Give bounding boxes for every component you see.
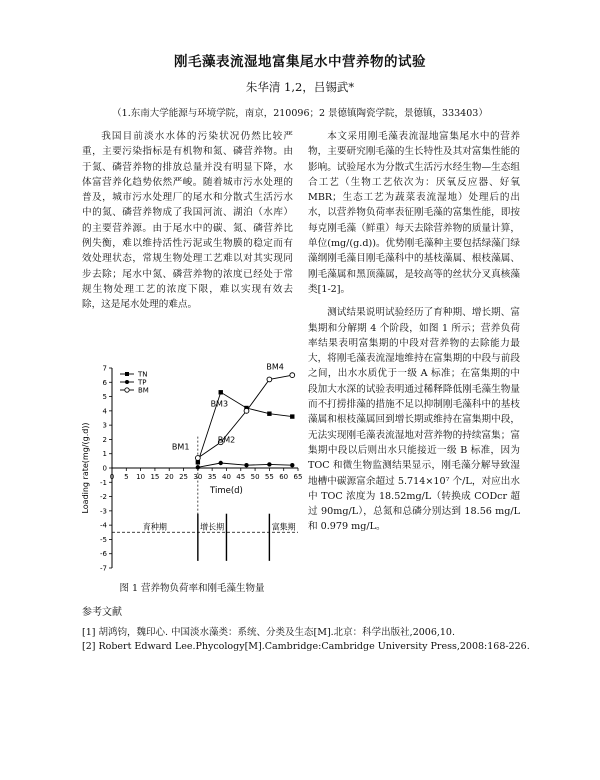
data-point-TP <box>290 463 294 467</box>
x-tick-label: 20 <box>164 473 174 481</box>
y-tick-label: -7 <box>100 564 107 573</box>
y-tick-label: -1 <box>100 478 107 487</box>
data-point-BM <box>290 373 295 378</box>
x-tick-label: 60 <box>279 473 289 481</box>
phase-label: 富集期 <box>271 522 296 532</box>
authors: 朱华清 1,2，吕锡武* <box>245 80 355 94</box>
annotation-label: BM4 <box>266 362 284 372</box>
x-tick-label: 10 <box>136 473 146 481</box>
y-tick-label: 1 <box>102 450 107 459</box>
y-tick-label: 4 <box>102 407 107 416</box>
y-tick-label: -6 <box>100 550 107 559</box>
body-paragraph: 本文采用刚毛藻表流湿地富集尾水中的营养物，主要研究刚毛藻的生长特性及其对富集性能的影响。试验尾水为分散式生活污水经生物—生态组合工艺（生物工艺依次为：厌氧反应器、好氧 MBR；生态工艺为蔬菜表流湿地）处理后的出水，以营养物负荷率表征刚毛藻的富集性能，即按每克刚毛藻（鲜重）每天去除营养物的质量计算，单位(mg/(g.d))。优势刚毛藻种主要包括绿藻门绿藻纲刚毛藻目刚毛藻科中的基枝藻属、根枝藻属、刚毛藻属和黑顶藻属，是较高等的丝状分叉真核藻类[1-2]。 <box>308 131 520 295</box>
data-point-TP <box>244 463 248 467</box>
data-point-TP <box>267 462 271 466</box>
figure-1-chart <box>80 362 302 576</box>
x-tick-label: 40 <box>222 473 231 481</box>
annotation-label: BM2 <box>217 435 236 445</box>
figure-caption: 图 1 营养物负荷率和刚毛藻生物量 <box>119 583 265 594</box>
legend-marker <box>125 372 129 376</box>
x-tick-label: 0 <box>109 473 115 481</box>
y-tick-label: 7 <box>102 364 107 373</box>
references-heading: 参考文献 <box>82 607 122 618</box>
annotation-label: BM1 <box>171 442 190 452</box>
y-tick-label: -2 <box>100 493 107 502</box>
right-column <box>308 129 520 535</box>
legend-label: TP <box>138 378 147 387</box>
affiliation: （1.东南大学能源与环境学院，南京，210096；2 景德镇陶瓷学院，景德镇，333403） <box>112 108 488 119</box>
x-tick-label: 45 <box>236 473 246 481</box>
x-tick-label: 55 <box>264 473 274 481</box>
data-point-BM <box>244 408 249 413</box>
data-point-BM <box>195 456 200 461</box>
legend-label: TN <box>138 370 148 379</box>
y-tick-label: -5 <box>100 535 107 544</box>
body-paragraph: 我国目前淡水水体的污染状况仍然比较严重，主要污染指标是有机物和氮、磷营养物。由于氮、磷营养物的排放总量并没有明显下降，水体富营养化趋势依然严峻。随着城市污水处理的普及，城市污水处理厂的尾水和分散式生活污水中的氮、磷营养物成了我国河流、湖泊（水库）的主要营养源。由于尾水中的碳、氮、磷营养比例失衡，难以维持活性污泥或生物膜的稳定而有效处理状态，常规生物处理工艺难以对其实现同步去除；尾水中氮、磷营养物的浓度已经处于常规生物处理工艺的浓度下限，难以实现有效去除，这是尾水处理的难点。 <box>82 131 293 311</box>
legend-marker <box>125 380 129 384</box>
x-tick-label: 30 <box>193 473 203 481</box>
data-point-TP <box>196 465 200 469</box>
x-tick-label: 5 <box>124 473 129 481</box>
annotation-label: BM3 <box>210 399 229 409</box>
body-paragraph: 测试结果说明试验经历了育种期、增长期、富集期和分解期 4 个阶段，如图 1 所示；营养负荷率结果表明富集期的中段对营养物的去除能力最大，将刚毛藻表流湿地维持在富集期的中段与前段之间，出水水质优于一级 A 标准；在富集期的中段加大水深的试验表明通过稀释降低刚毛藻生物量而不打捞排藻的措施不足以抑制刚毛藻科中的基枝藻属和根枝藻属回到增长期或维持在富集期中段，无法实现刚毛藻表流湿地对营养物的持续富集；富集期中段以后则出水只能接近一级 B 标准，因为 TOC 和微生物监测结果显示，刚毛藻分解导致湿地槽中碳源富余超过 5.714×10⁷ 个/L，对应出水中 TOC 浓度为 18.52mg/L（转换成 CODcr 超过 90mg/L），总氮和总磷分别达到 18.56 mg/L 和 0.979 mg/L。 <box>308 307 520 533</box>
x-tick-label: 25 <box>179 473 188 481</box>
x-tick-label: 35 <box>207 473 217 481</box>
y-tick-label: 0 <box>102 464 107 473</box>
x-tick-label: 15 <box>150 473 160 481</box>
paper-title: 刚毛藻表流湿地富集尾水中营养物的试验 <box>174 54 426 70</box>
y-tick-label: 3 <box>102 421 107 430</box>
phase-label: 育种期 <box>142 522 167 532</box>
x-tick-label: 65 <box>293 473 302 481</box>
series-line-BM <box>198 375 292 458</box>
data-point-TP <box>219 461 223 465</box>
x-tick-label: 50 <box>250 473 260 481</box>
phase-label: 增长期 <box>200 522 225 532</box>
left-column <box>82 129 293 313</box>
data-point-TN <box>219 390 223 394</box>
legend-marker <box>125 388 129 392</box>
data-point-TN <box>290 414 294 418</box>
reference-item: [1] 胡鸿钧，魏印心. 中国淡水藻类：系统、分类及生态[M].北京：科学出版社,2006,10. <box>82 627 456 638</box>
y-tick-label: -3 <box>100 507 107 516</box>
y-tick-label: 2 <box>102 435 107 444</box>
y-tick-label: 5 <box>102 393 107 402</box>
data-point-BM <box>267 377 272 382</box>
y-axis-label: Loading rate(mg/(g.d)) <box>81 422 90 514</box>
legend-label: BM <box>138 386 149 395</box>
data-point-TN <box>267 412 271 416</box>
y-tick-label: 6 <box>102 378 107 387</box>
reference-item: [2] Robert Edward Lee.Phycology[M].Cambridge:Cambridge University Press,2008:168-226. <box>82 641 530 652</box>
x-axis-label: Time(d) <box>210 486 243 496</box>
y-tick-label: -4 <box>100 521 107 530</box>
